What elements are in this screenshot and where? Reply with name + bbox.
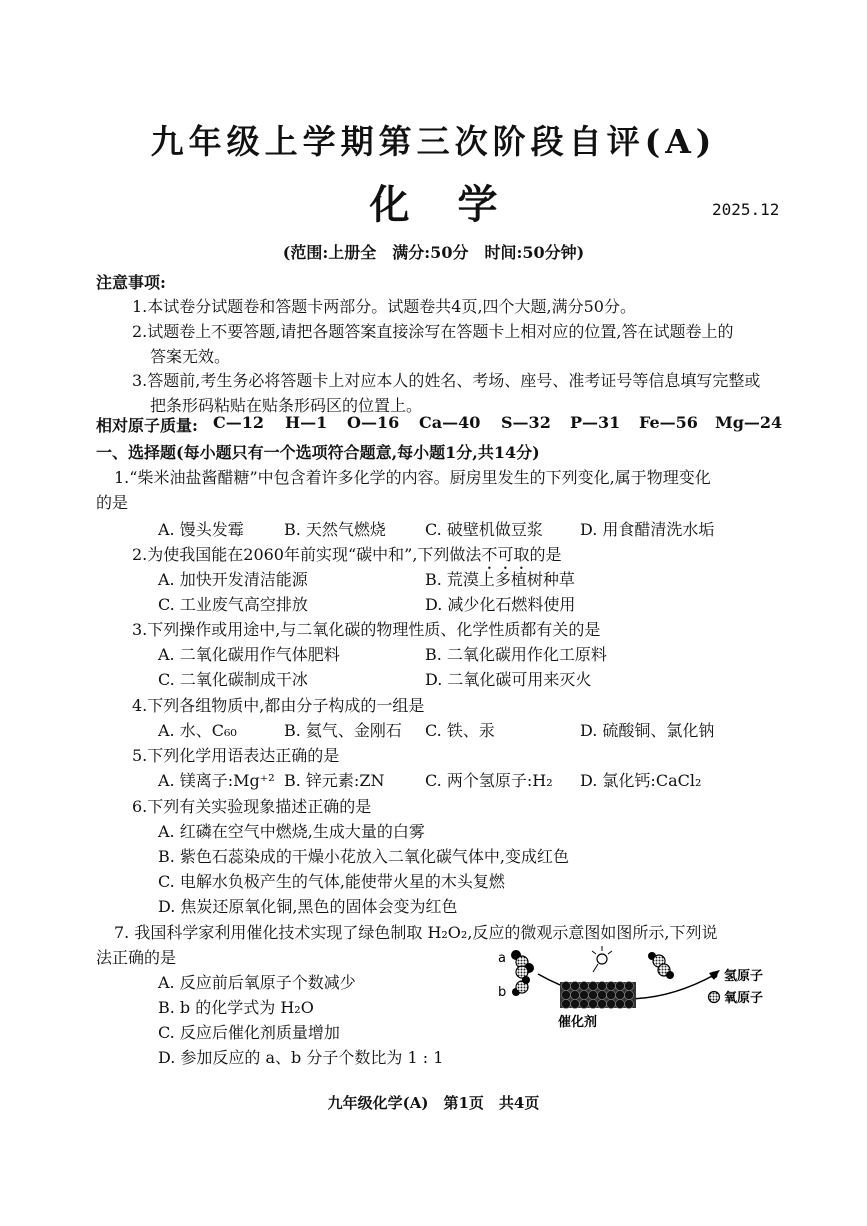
q3-option-b: B. 二氧化碳用作化工原料: [425, 645, 607, 664]
q7-option-b: B. b 的化学式为 H₂O: [158, 998, 314, 1017]
legend-hydrogen-icon: [711, 972, 718, 979]
q2-option-d: D. 减少化石燃料使用: [425, 595, 576, 614]
notice-heading: 注意事项:: [96, 273, 166, 292]
q5-option-a: A. 镁离子:Mg⁺²: [158, 771, 275, 790]
q4-option-c: C. 铁、汞: [425, 721, 495, 740]
light-bulb-icon: [592, 946, 612, 972]
q5-option-d: D. 氯化钙:CaCl₂: [580, 771, 702, 790]
atomic-mass-label: 相对原子质量:: [96, 416, 198, 435]
q2-option-c: C. 工业废气高空排放: [158, 595, 308, 614]
q2-option-a: A. 加快开发清洁能源: [158, 570, 308, 589]
q7-option-d: D. 参加反应的 a、b 分子个数比为 1 : 1: [158, 1048, 444, 1067]
q1-option-b: B. 天然气燃烧: [284, 520, 386, 539]
q7-stem-cont: 法正确的是: [96, 948, 177, 967]
notice-item-1: 1.本试卷分试题卷和答题卡两部分。试题卷共4页,四个大题,满分50分。: [132, 297, 636, 316]
diagram-label-b: b: [498, 985, 507, 1000]
atomic-mass-s: S—32: [501, 413, 551, 432]
q4-option-d: D. 硫酸铜、氯化钠: [580, 721, 715, 740]
q4-option-b: B. 氦气、金刚石: [284, 721, 402, 740]
q2-stem: 2.为使我国能在2060年前实现“碳中和”,下列做法不可取的是: [132, 545, 562, 564]
atomic-mass-fe: Fe—56: [639, 413, 698, 432]
q2-option-b: B. 荒漠上多植树种草: [425, 570, 575, 589]
notice-item-2: 2.试题卷上不要答题,请把各题答案直接涂写在答题卡上相对应的位置,答在试题卷上的: [132, 322, 734, 341]
notice-item-2-cont: 答案无效。: [150, 347, 231, 366]
atomic-mass-o: O—16: [347, 413, 400, 432]
subject-title: 化学: [369, 181, 546, 228]
q1-stem-cont: 的是: [96, 493, 129, 512]
reaction-diagram: [496, 944, 786, 1044]
atomic-mass-c: C—12: [213, 413, 264, 432]
catalyst-label: 催化剂: [558, 1015, 598, 1030]
notice-item-3: 3.答题前,考生务必将答题卡上对应本人的姓名、考场、座号、准考证号等信息填写完整或: [132, 371, 761, 390]
page-footer: 九年级化学(A) 第1页 共4页: [327, 1094, 540, 1112]
q6-option-d: D. 焦炭还原氧化铜,黑色的固体会变为红色: [158, 897, 458, 916]
q2-emphasis: 不可取: [481, 545, 530, 564]
q4-option-a: A. 水、C₆₀: [158, 721, 237, 740]
section-1-heading: 一、选择题(每小题只有一个选项符合题意,每小题1分,共14分): [96, 443, 540, 462]
legend-oxygen-icon: [709, 992, 720, 1003]
product-molecule-icon: [648, 952, 674, 979]
q4-stem: 4.下列各组物质中,都由分子构成的一组是: [132, 696, 425, 715]
q5-stem: 5.下列化学用语表达正确的是: [132, 746, 340, 765]
legend-hydrogen-label: 氢原子: [724, 969, 764, 984]
q6-stem: 6.下列有关实验现象描述正确的是: [132, 797, 372, 816]
q7-option-c: C. 反应后催化剂质量增加: [158, 1023, 340, 1042]
q3-option-c: C. 二氧化碳制成干冰: [158, 670, 308, 689]
q1-option-c: C. 破壁机做豆浆: [425, 520, 543, 539]
q6-option-c: C. 电解水负极产生的气体,能使带火星的木头复燃: [158, 872, 505, 891]
q1-option-d: D. 用食醋清洗水垢: [580, 520, 715, 539]
atomic-mass-p: P—31: [570, 413, 621, 432]
atomic-mass-h: H—1: [285, 413, 328, 432]
q3-option-d: D. 二氧化碳可用来灭火: [425, 670, 592, 689]
exam-title: 九年级上学期第三次阶段自评(A): [150, 122, 717, 161]
catalyst-block-icon: [560, 982, 636, 1009]
q5-option-c: C. 两个氢原子:H₂: [425, 771, 553, 790]
atomic-mass-ca: Ca—40: [419, 413, 481, 432]
exam-scope: (范围:上册全 满分:50分 时间:50分钟): [282, 243, 585, 262]
q6-option-b: B. 紫色石蕊染成的干燥小花放入二氧化碳气体中,变成红色: [158, 847, 570, 866]
q7-stem: 7. 我国科学家利用催化技术实现了绿色制取 H₂O₂,反应的微观示意图如图所示,下列说: [114, 923, 718, 942]
q3-stem: 3.下列操作或用途中,与二氧化碳的物理性质、化学性质都有关的是: [132, 620, 601, 639]
legend-oxygen-label: 氧原子: [724, 991, 764, 1006]
molecule-b-icon: [512, 976, 530, 996]
q7-option-a: A. 反应前后氧原子个数减少: [158, 973, 356, 992]
q1-option-a: A. 馒头发霉: [158, 520, 244, 539]
molecule-a-icon: [511, 950, 534, 978]
q1-stem: 1.“柴米油盐酱醋糖”中包含着许多化学的内容。厨房里发生的下列变化,属于物理变化: [114, 468, 711, 487]
diagram-label-a: a: [498, 951, 506, 966]
q6-option-a: A. 红磷在空气中燃烧,生成大量的白雾: [158, 822, 425, 841]
atomic-mass-mg: Mg—24: [715, 413, 783, 432]
notice-item-3-cont: 把条形码粘贴在贴条形码区的位置上。: [150, 396, 423, 415]
exam-date: 2025.12: [712, 200, 780, 219]
q5-option-b: B. 锌元素:ZN: [284, 771, 385, 790]
q3-option-a: A. 二氧化碳用作气体肥料: [158, 645, 340, 664]
